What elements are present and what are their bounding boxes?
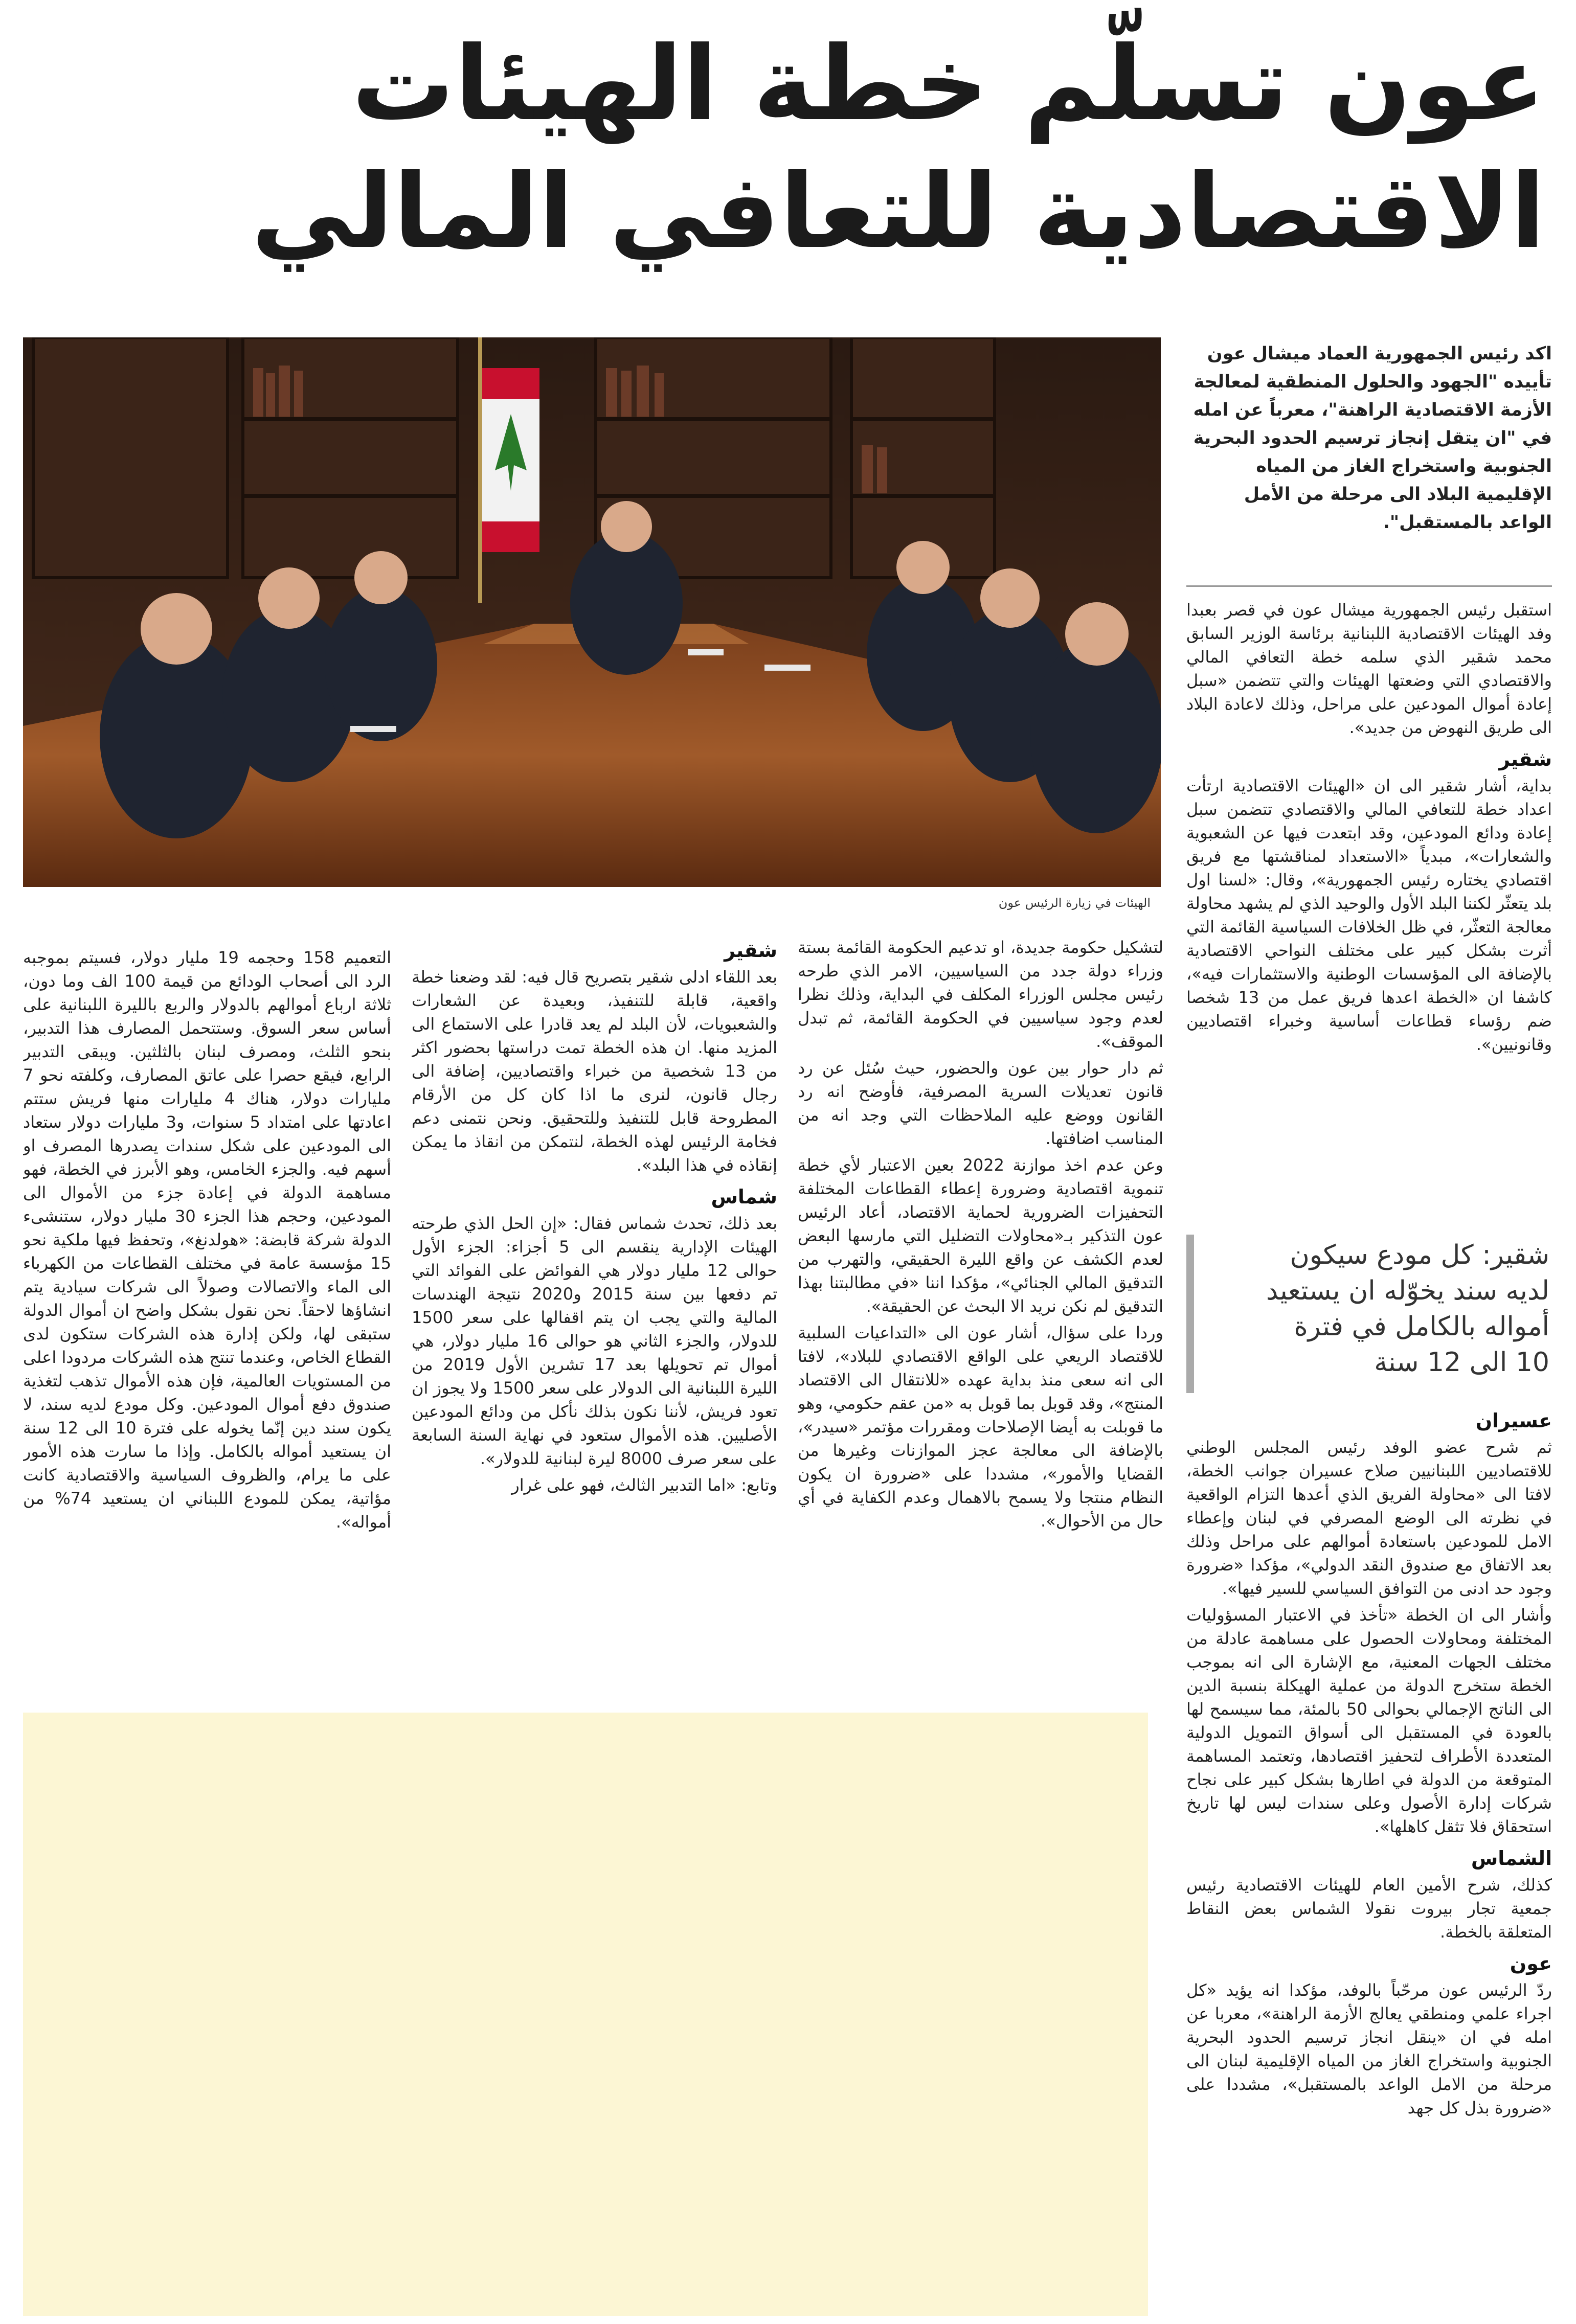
subhead-chammas: الشماس — [1471, 1847, 1552, 1870]
paragraph: وتابع: «اما التدبير الثالث، فهو على غرار — [511, 1475, 777, 1495]
subhead-aoun: عون — [1510, 1952, 1552, 1975]
paragraph: التعميم 158 وحجمه 19 مليار دولار، فسيتم بموجبه الرد الى أصحاب الودائع من قيمة 100 الف وما دون، ثلاثة ارباع أموالهم بالدولار والربع بالليرة اللبنانية على أساس سعر السوق. وستتحمل المصارف هذا التدبير، بنحو الثلث، ومصرف لبنان بالثلثين. ويبقى التدبير الرابع، فيقع حصرا على عاتق المصارف، وكلفته نحو 7 مليارات دولار، هناك 4 مليارات منها فريش ستتم اعادتها على امتداد 5 سنوات، و3 مليارات دولار ستعاد الى المودعين على شكل سندات يصدرها المصرف او أسهم فيه. والجزء الخامس، وهو الأبرز في الخطة، فهو مساهمة الدولة في إعادة جزء من الأموال الى المودعين، وحجم هذا الجزء 30 مليار دولار، ستنشىء الدولة شركة قابضة: «هولدنغ»، وتحفظ فيها ملكية نحو 15 مؤسسة عامة في مختلف القطاعات من الكهرباء الى الماء والاتصالات وصولاً الى شركات سيادية يتم انشاؤها لاحقاً. نحن نقول بشكل واضح ان أموال الدولة ستبقى لها، ولكن إدارة هذه الشركات ستكون لدى القطاع الخاص، وعندما تنتج هذه الشركات مردودا اعلى من المستويات العالمية، فإن هذه الأموال تذهب لتغذية صندوق دفع أموال المودعين. وكل مودع لديه سند، لا يكون سند دين إنّما يخوله على فترة 10 الى 12 سنة ان يستعيد أمواله بالكامل. وإذا ما سارت هذه الأمور على ما يرام، والظروف السياسية والاقتصادية كانت مؤاتية، يمكن للمودع اللبناني ان يستعيد 74% من أمواله». — [23, 948, 391, 1532]
quote-bar — [1186, 1235, 1194, 1393]
paragraph: بعد اللقاء ادلى شقير بتصريح قال فيه: لقد وضعنا خطة واقعية، قابلة للتنفيذ، وبعيدة عن الشعارات والشعبويات، لأن البلد لم يعد قادرا على الاستماع الى المزيد منها. ان هذه الخطة تمت دراستها بحضور اكثر من 13 شخصية من خبراء واقتصاديين، إضافة الى رجال قانون، لنرى ما اذا كان كل من الأرقام المطروحة قابل للتنفيذ وللتحقيق. ونحن نتمنى دعم فخامة الرئيس لهذه الخطة، لنتمكن من انقاذ ما يمكن إنقاذه في هذا البلد». — [412, 967, 777, 1175]
paragraph: وأشار الى ان الخطة «تأخذ في الاعتبار المسؤوليات المختلفة ومحاولات الحصول على مساهمة عادلة من مختلف الجهات المعنية، مع الإشارة الى انه بموجب الخطة ستخرج الدولة من عملية الهيكلة بنسبة الدين الى الناتج الإجمالي بحوالى 50 بالمئة، مما سيسمح لها بالعودة في المستقبل الى أسواق التمويل الدولية المتعددة الأطراف لتحفيز اقتصادها، وتعتمد المساهمة المتوقعة من الدولة في اطارها بشكل كبير على نجاح شركات إدارة الأصول وعلى سندات ليس لها تاريخ استحقاق فلا تثقل كاهلها». — [1186, 1605, 1552, 1836]
headline: عون تسلّم خطة الهيئات الاقتصادية للتعافي المالي — [251, 25, 1545, 271]
intro-paragraph: استقبل رئيس الجمهورية ميشال عون في قصر بعبدا وفد الهيئات الاقتصادية اللبنانية برئاسة الوزير السابق محمد شقير الذي سلمه خطة التعافي المالي والاقتصادي التي وضعتها الهيئات والتي تتضمن «سبل إعادة أموال المودعين على مراحل، وذلك لاعادة البلاد الى طريق النهوض من جديد». — [1186, 600, 1552, 737]
paragraph: كذلك، شرح الأمين العام للهيئات الاقتصادية رئيس جمعية تجار بيروت نقولا الشماس بعض النقاط المتعلقة بالخطة. — [1186, 1875, 1552, 1942]
paragraph: وردا على سؤال، أشار عون الى «التداعيات السلبية للاقتصاد الريعي على الواقع الاقتصادي للبلاد»، لافتا الى انه سعى منذ بداية عهده «للانتقال الى الاقتصاد المنتج»، وقد قوبل بما قوبل به «من عقم حكومي، وهو ما قوبلت به أيضا الإصلاحات ومقررات مؤتمر «سيدر»، بالإضافة الى معالجة عجز الموازنات وغيرها من القضايا والأمور»، مشددا على «ضرورة ان يكون النظام منتجا ولا يسمح بالاهمال وعدم الكفاية في أي حال من الأحوال». — [798, 1323, 1163, 1531]
paragraph: ثم دار حوار بين عون والحضور، حيث سُئل عن رد قانون تعديلات السرية المصرفية، فأوضح انه رد القانون ووضع عليه الملاحظات التي وجد انه من المناسب اضافتها. — [798, 1058, 1163, 1148]
subhead-asseiran: عسيران — [1475, 1409, 1552, 1432]
paragraph: بداية، أشار شقير الى ان «الهيئات الاقتصادية ارتأت اعداد خطة للتعافي المالي والاقتصادي تتضمن سبل إعادة ودائع المودعين، وقد ابتعدت فيها عن الشعبوية والشعارات»، مبدياً «الاستعداد لمناقشتها مع فريق اقتصادي يختاره رئيس الجمهورية»، وقال: «لسنا اول بلد يتعثّر لكننا البلد الأول والوحيد الذي لم يشهد محاولة معالجة التعثّر، في ظل الخلافات السياسية القائمة التي أثرت بشكل كبير على مختلف النواحي الاقتصادية بالإضافة الى المؤسسات الوطنية والاستثمارات فيه»، كاشفا ان «الخطة اعدها فريق عمل من 13 شخصا ضم رؤساء قطاعات أساسية وخبراء اقتصاديين وقانونيين». — [1186, 776, 1552, 1054]
subhead-shukair-2: شقير — [724, 939, 777, 962]
column-4 — [23, 946, 391, 1697]
paragraph: لتشكيل حكومة جديدة، او تدعيم الحكومة القائمة بستة وزراء دولة جدد من السياسيين، الامر الذي طرحه رئيس مجلس الوزراء المكلف في البداية، وذلك نظرا لعدم وجود سياسيين في الحكومة القائمة، ثم تبدل الموقف». — [798, 938, 1163, 1051]
paragraph: ثم شرح عضو الوفد رئيس المجلس الوطني للاقتصاديين اللبنانيين صلاح عسيران جوانب الخطة، لافتا الى «محاولة الفريق الذي أعدها التزام الواقعية في نظرته الى الوضع المصرفي في لبنان وإعطاء الامل للمودعين باستعادة أموالهم على مراحل وذلك بعد الاتفاق مع صندوق النقد الدولي»، مؤكدا «ضرورة وجود حد ادنى من التوافق السياسي للسير فيها». — [1186, 1438, 1552, 1598]
column-1-bottom — [1186, 1401, 1552, 2321]
column-1-top — [1186, 598, 1552, 1227]
photo-caption: الهيئات في زيارة الرئيس عون — [998, 896, 1151, 910]
column-3 — [412, 930, 777, 1697]
pull-quote: شقير: كل مودع سيكون لديه سند يخوّله ان يستعيد أمواله بالكامل في فترة 10 الى 12 سنة — [1266, 1240, 1549, 1378]
subhead-chammas-2: شماس — [711, 1186, 777, 1208]
paragraph: بعد ذلك، تحدث شماس فقال: «إن الحل الذي طرحته الهيئات الإدارية ينقسم الى 5 أجزاء: الجزء الأول حوالى 12 مليار دولار هي الفوائض على الفوائد التي تم دفعها بين سنة 2015 و2020 نتيجة الهندسات المالية والتي يجب ان يتم اقفالها على سعر 1500 للدولار، والجزء الثاني هو حوالى 16 مليار دولار، هي أموال تم تحويلها بعد 17 تشرين الأول 2019 من الليرة اللبنانية الى الدولار على سعر 1500 ولا يجوز ان تعود فريش، لأننا نكون بذلك نأكل من ودائع المودعين الأصليين. هذه الأموال ستعود في نهاية السنة السابعة على سعر صرف 8000 ليرة لبنانية للدولار». — [412, 1214, 777, 1468]
column-2 — [798, 936, 1163, 1697]
paragraph: وعن عدم اخذ موازنة 2022 بعين الاعتبار لأي خطة تنموية اقتصادية وضرورة إعطاء القطاعات المختلفة التحفيزات الضرورية لحماية الاقتصاد، أعاد الرئيس عون التذكير بـ«محاولات التضليل التي مارسها البعض لعدم الكشف عن واقع الليرة الحقيقي، والتهرب من التدقيق المالي الجنائي»، مؤكدا اننا «في مطالبتنا بهذا التدقيق لم نكن نريد الا البحث عن الحقيقة». — [798, 1155, 1163, 1316]
subhead-shukair: شقير — [1499, 748, 1552, 770]
paragraph: ردّ الرئيس عون مرحّباً بالوفد، مؤكدا انه يؤيد «كل اجراء علمي ومنطقي يعالج الأزمة الراهنة»، معربا عن امله في ان «ينقل انجاز ترسيم الحدود البحرية الجنوبية واستخراج الغاز من المياه الإقليمية لبنان الى مرحلة من الامل الواعد بالمستقبل»، مشددا على «ضرورة بذل كل جهد — [1186, 1980, 1552, 2117]
lead-divider — [1186, 585, 1552, 587]
meeting-photo — [23, 337, 1161, 887]
lead-paragraph: اكد رئيس الجمهورية العماد ميشال عون تأييده "الجهود والحلول المنطقية لمعالجة الأزمة الاقتصادية الراهنة"، معرباً عن امله في "ان يتقل إنجاز ترسيم الحدود البحرية الجنوبية واستخراج الغاز من المياه الإقليمية البلاد الى مرحلة من الأمل الواعد بالمستقبل". — [1193, 344, 1552, 533]
ad-space — [23, 1713, 1148, 2316]
